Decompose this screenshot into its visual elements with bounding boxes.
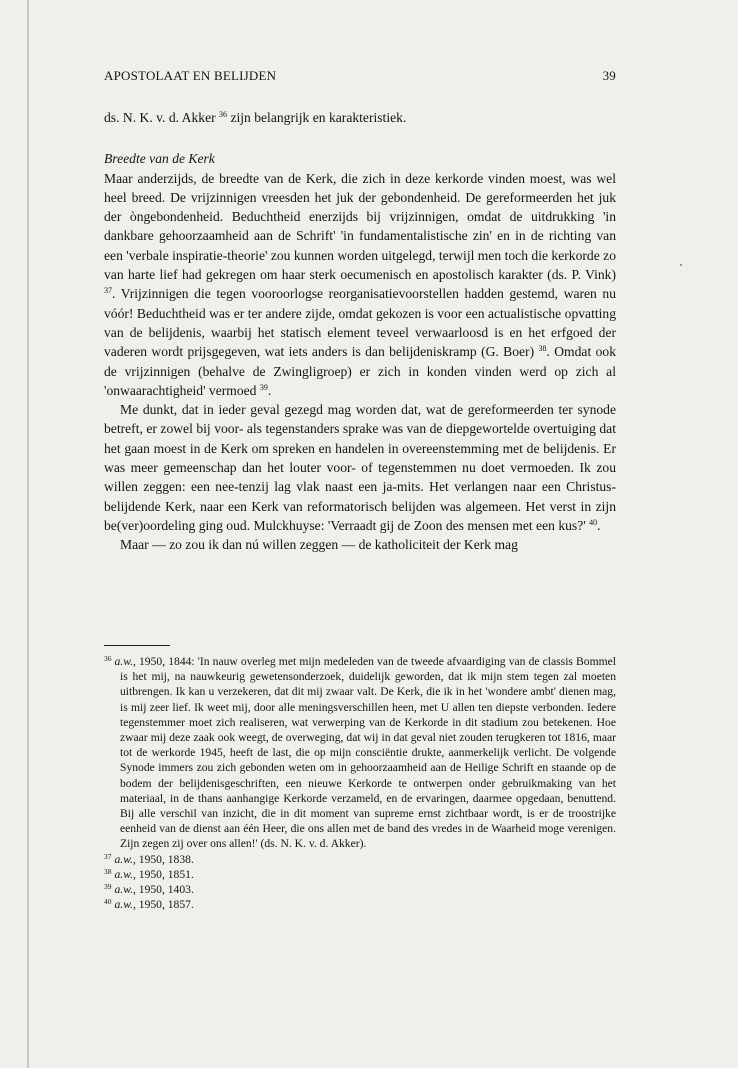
paragraph-2: Me dunkt, dat in ieder geval gezegd mag worden dat, wat de gereformeerden ter synode betreft, er zowel bij voor- als tegenstanders sprake was van de diepgewortelde overtuiging dat het gaan moest in de Kerk om spreken en handelen in overeenstemming met de belijdenis. Er was meer gemeenschap dan het louter voor- of tegenstemmen nu doet vermoeden. Ik zou willen zeggen: een nee-tenzij lag vlak naast een ja-mits. Het verlangen naar een Christus-belijdende Kerk, naar een Kerk van reformatorisch belijden was algemeen. Het verst in zijn be(ver)oordeling ging oud. Mulckhuyse: 'Verraadt gij de Zoon des mensen met een kus?' $^{40}$. xyxy=(104,402,616,533)
page-number: 39 xyxy=(602,68,616,83)
footnote-40: $^{40}$ a.w., 1950, 1857. xyxy=(104,897,194,912)
footnote-ref: 39 xyxy=(259,382,268,392)
footnote-ref: 38 xyxy=(538,344,547,354)
footnote-36: $^{36}$ a.w., 1950, 1844: 'In nauw overleg met mijn medeleden van de tweede afvaardiging van de classis Bommel is het mij, na nauwkeurig gewetensonderzoek, duidelijk geworden, dat ik mijn stem tegen zal moeten uitbrengen. Ik kan u verzekeren, dat dit mij zwaar valt. De Kerk, die ik in het 'wondere ambt' dienen mag, is mij zeer lief. Ik weet mij, door alle meningsverschillen heen, met U allen ten diepste verbonden. Iedere tegenstemmer moet zich realiseren, wat verwerping van de Kerkorde in dit stadium zou betekenen. Hoe zwaar mij deze zaak ook weegt, de overweging, dat wij in dat geval niet zouden terugkeren tot 1816, maar tot de werkorde 1945, heeft de last, die op mijn consciëntie drukte, aanmerkelijk verlicht. De volgende Synode immers zou zich gebonden weten om in gehoorzaamheid aan de Heilige Schrift en staande op de bodem der belijdenisgeschriften, een nieuwe Kerkorde te ontwerpen onder gebruikmaking van het materiaal, in de thans aanhangige Kerkorde verzameld, en de ervaringen, daarmee opgedaan, benuttend. Bij alle verschil van inzicht, die in dit moment van supreme ernst zichtbaar wordt, is er de troostrijke eenheid van de dienst aan één Heer, die ons allen met de band des vredes in de Waarheid moge verenigen. Zijn zegen zij over ons allen!' (ds. N. K. v. d. Akker). xyxy=(104,654,616,851)
intro-line: ds. N. K. v. d. Akker $^{36}$ zijn belangrijk en karakteristiek. xyxy=(104,110,407,125)
running-title: APOSTOLAAT EN BELIJDEN xyxy=(104,68,277,83)
paragraph-1: Maar anderzijds, de breedte van de Kerk, die zich in deze kerkorde vinden moest, was wel heel breed. De vrijzinnigen vreesden het juk der gebondenheid. De gereformeerden het juk der òngebondenheid. Beduchtheid enerzijds bij vrijzinnigen, omdat de uitdrukking 'in dankbare gehoorzaamheid aan de Schrift' 'in fundamentalistische zin' en in de richting van een 'verbale inspiratie-theorie' zou kunnen worden uitgelegd, terwijl men toch die kerkorde zo van harte lief had gekregen om haar sterk oecumenisch en apostolisch karakter (ds. P. Vink) $^{37}$. Vrijzinnigen die tegen vooroorlogse reorganisatievoorstellen hadden gestemd, waren nu vóór! Beduchtheid was er ter andere zijde, omdat gekozen is voor een actualistische opvatting van de belijdenis, waarbij het statisch element teveel verwaarloosd is en het erfgoed der vaderen wordt prijsgegeven, wat iets anders is dan belijdeniskramp (G. Boer) $^{38}$. Omdat ook de vrijzinnigen (behalve de Zwingligroep) er zich in konden vinden werd op zich al 'onwaarachtigheid' vermoed $^{39}$. xyxy=(104,170,616,398)
page-edge-divider xyxy=(27,0,29,1068)
footnote-ref: 40 xyxy=(589,517,598,527)
footnotes xyxy=(104,654,616,912)
footnote-38: $^{38}$ a.w., 1950, 1851. xyxy=(104,866,194,881)
footnote-37: $^{37}$ a.w., 1950, 1838. xyxy=(104,851,194,866)
scan-speck xyxy=(680,264,682,266)
footnote-ref: 37 xyxy=(104,286,112,296)
footnote-39: $^{39}$ a.w., 1950, 1403. xyxy=(104,882,194,897)
section-heading: Breedte van de Kerk xyxy=(104,151,215,167)
footnote-ref: 36 xyxy=(219,110,228,119)
footnote-separator xyxy=(104,645,170,646)
paragraph-3: Maar — zo zou ik dan nú willen zeggen — de katholiciteit der Kerk mag xyxy=(120,537,518,553)
main-text xyxy=(104,108,616,555)
